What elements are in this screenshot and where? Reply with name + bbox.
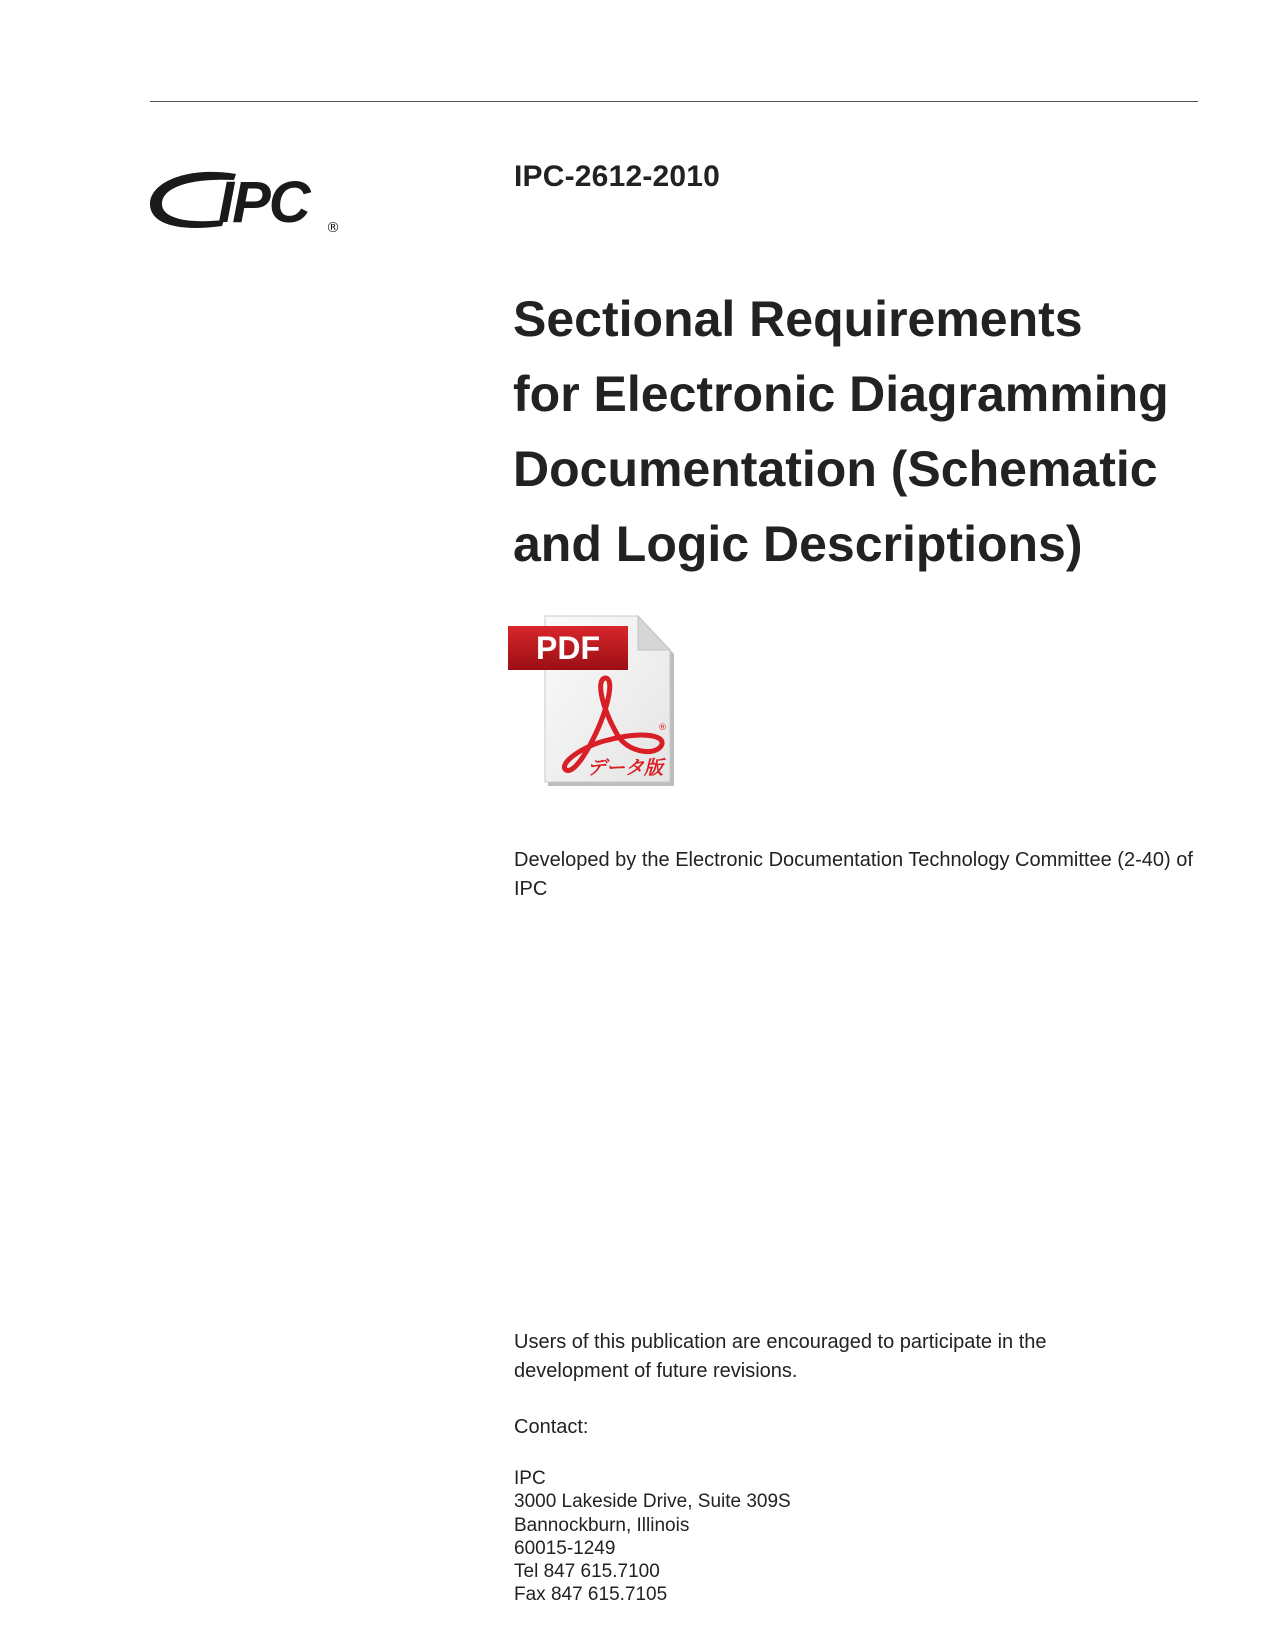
logo-registered-mark: ® [326,220,340,236]
title-line: and Logic Descriptions) [513,516,1083,572]
contact-organization: IPC [514,1468,546,1489]
pdf-page-fold [638,616,670,650]
contact-zip: 60015-1249 [514,1537,616,1559]
document-number: IPC-2612-2010 [514,160,721,193]
title-line: for Electronic Diagramming [513,366,1169,422]
document-title [513,282,1213,582]
contact-street: 3000 Lakeside Drive, Suite 309S [514,1491,791,1513]
contact-tel: Tel 847 615.7100 [514,1561,660,1583]
contact-city: Bannockburn, Illinois [514,1514,690,1536]
pdf-icon [508,614,680,790]
title-line: Sectional Requirements [513,291,1083,347]
pdf-registered-mark: ® [658,723,667,733]
ipc-logo [148,160,344,236]
header-rule [150,101,1198,102]
contact-address [514,1467,791,1607]
contact-fax: Fax 847 615.7105 [514,1584,668,1606]
pdf-banner-label: PDF [536,630,600,666]
logo-text: IPC [218,170,309,235]
title-line: Documentation (Schematic [513,441,1158,497]
developed-by-note: Developed by the Electronic Documentation Technology Committee (2-40) of IPC [514,849,1193,900]
participation-note: Users of this publication are encouraged to participate in the development of future revisions. [514,1331,1047,1382]
pdf-caption: データ版 [586,757,664,779]
contact-label: Contact: [514,1416,589,1438]
